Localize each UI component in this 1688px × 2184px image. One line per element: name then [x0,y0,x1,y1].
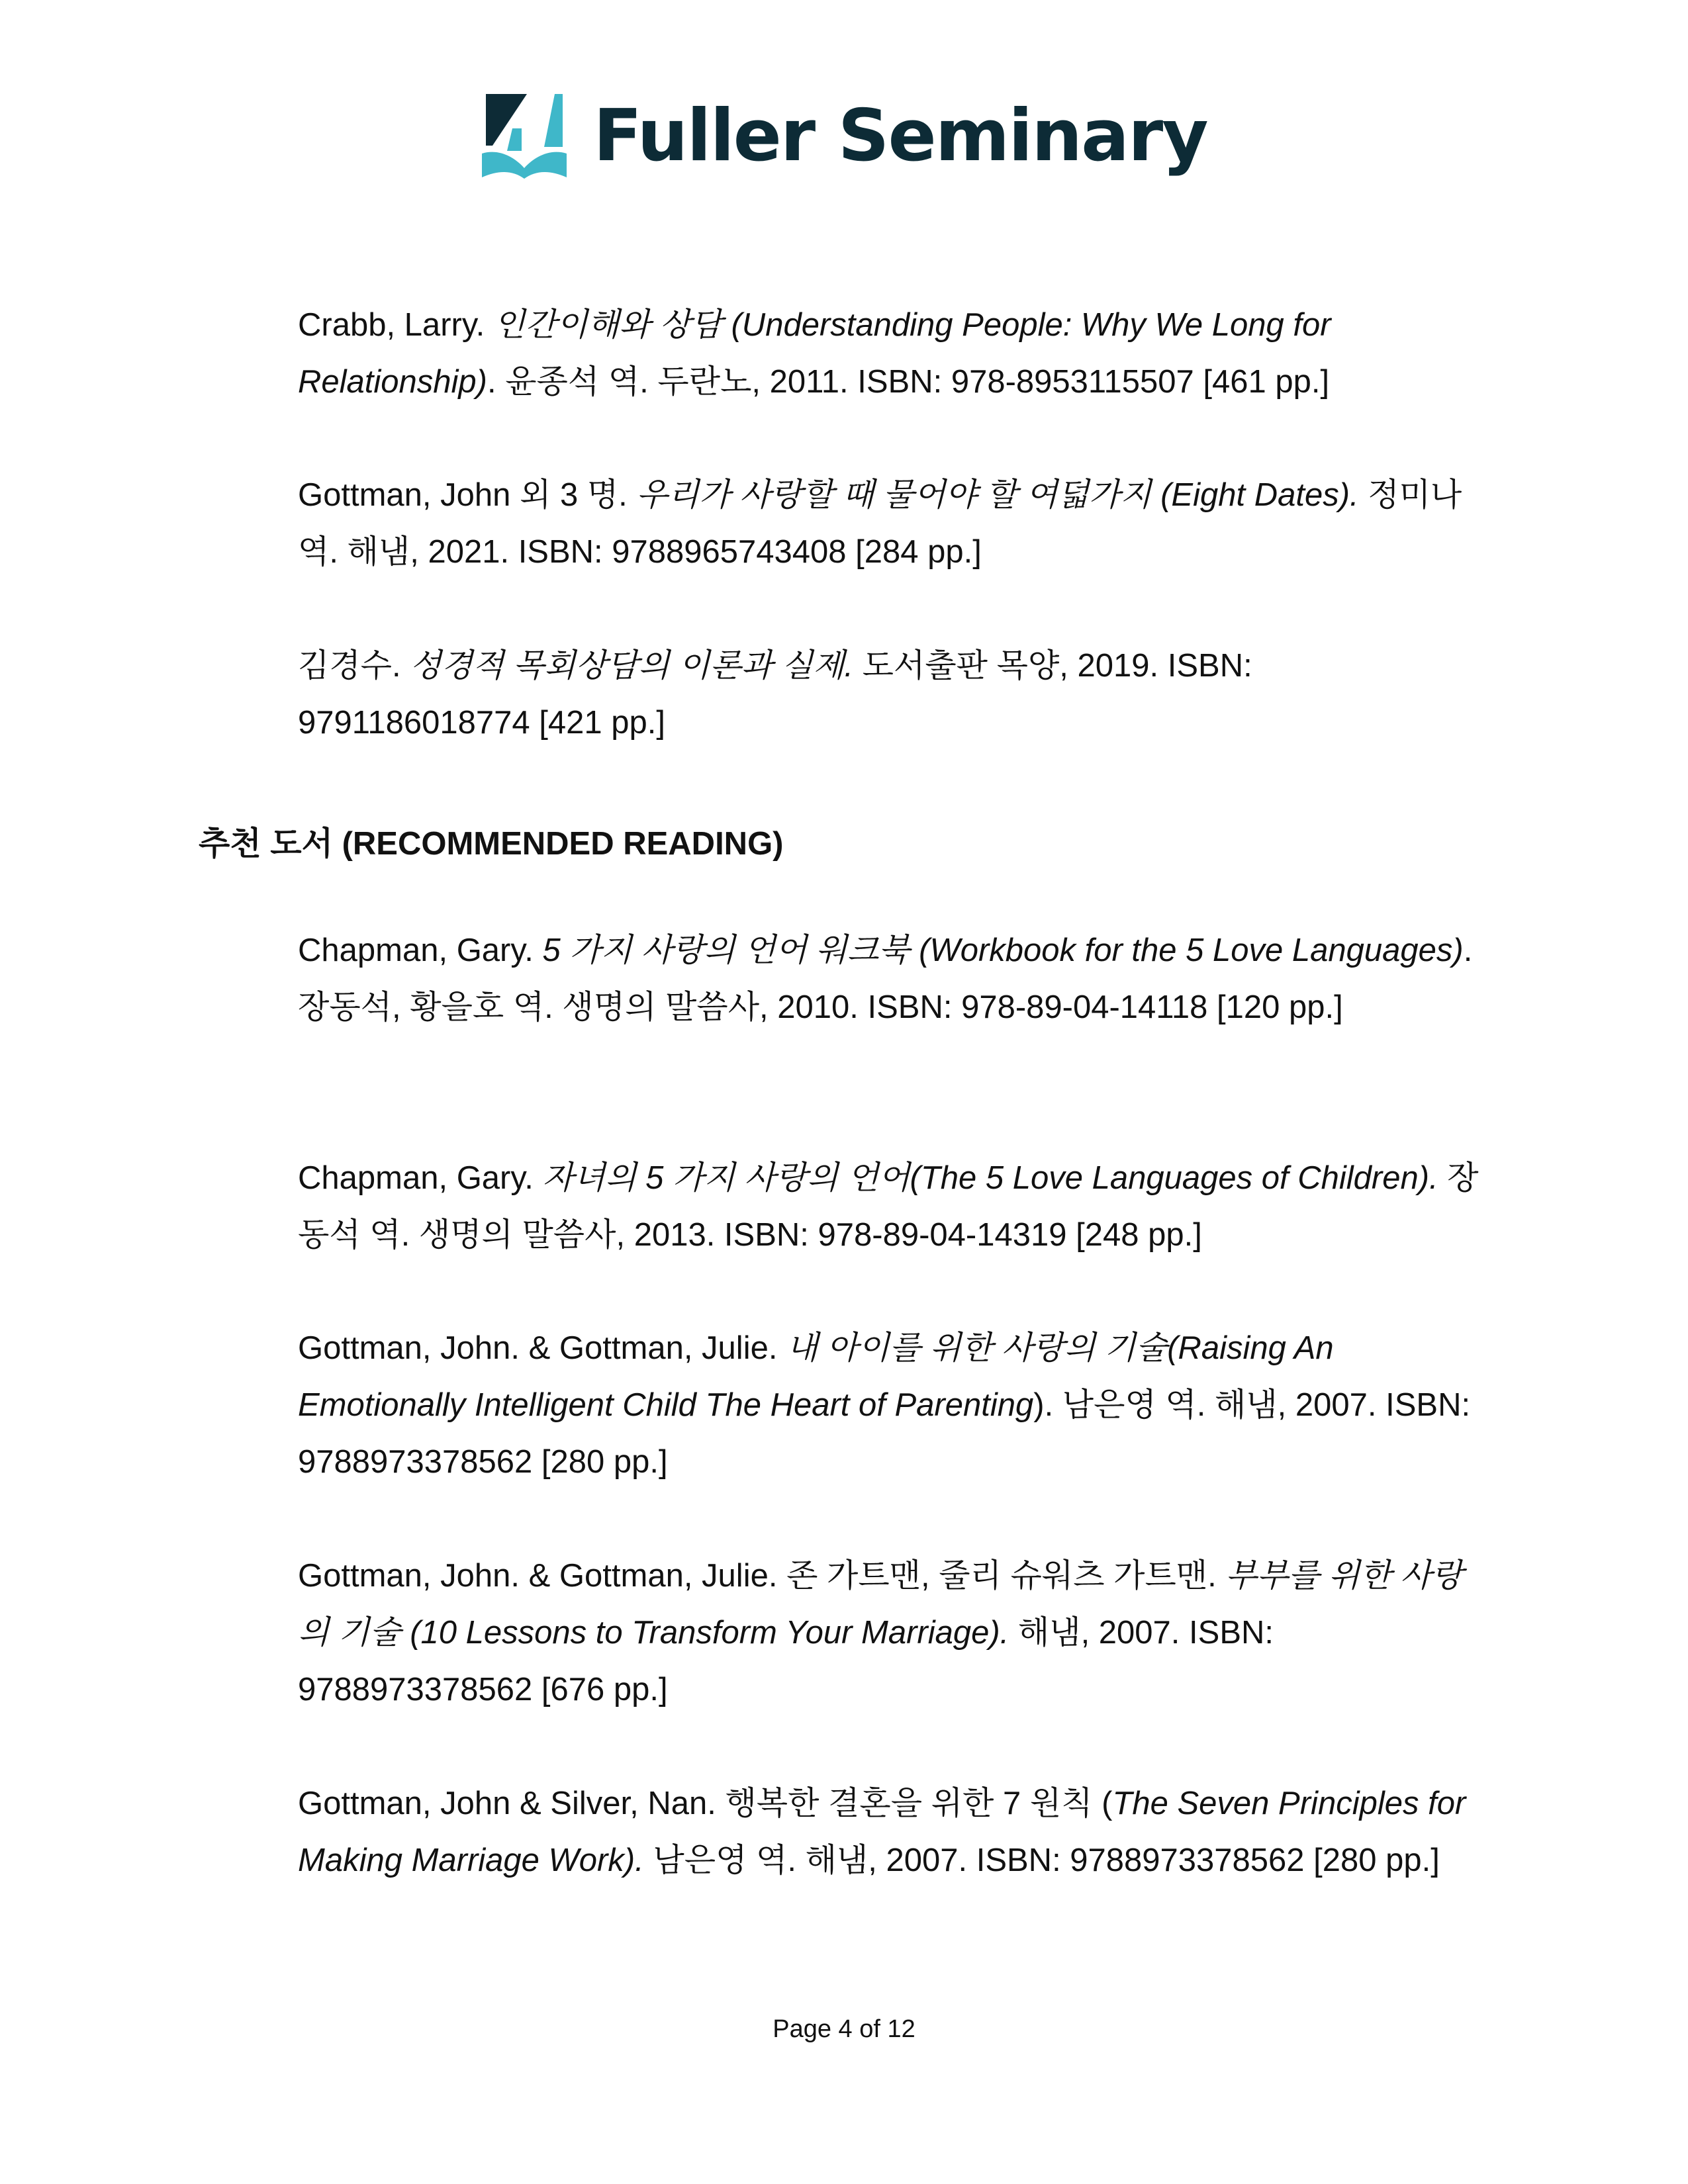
entry-details: 해냄, 2007. ISBN: 9788973378562 [676 pp.] [298,1615,1274,1707]
entry-author: Gottman, John. & Gottman, Julie. [298,1330,787,1366]
entry-author: Gottman, John & Silver, Nan. 행복한 결혼을 위한 7 원칙 ( [298,1786,1113,1821]
entry-title: 5 가지 사랑의 언어 워크북 (Workbook for the 5 Love Languages) [542,933,1464,968]
entry-author: Gottman, John. & Gottman, Julie. 존 가트맨, 줄리 슈워츠 가트맨. [298,1558,1226,1594]
entry-details: . 장동석, 황을호 역. 생명의 말씀사, 2010. ISBN: 978-89-04-14118 [120 pp.] [298,933,1473,1025]
entry-title: The Seven Principles for Making Marriage Work). [298,1786,1466,1878]
entry-author: 김경수. [298,648,410,684]
entry-title: 인간이해와 상담 (Understanding People: Why We Long for Relationship) [298,307,1331,400]
bibliography-entry [298,1547,1489,1718]
entry-title: 성경적 목회상담의 이론과 실제. [410,648,854,684]
entry-title: 자녀의 5 가지 사랑의 언어(The 5 Love Languages of Children). [542,1160,1438,1196]
entry-details: ). 남은영 역. 해냄, 2007. ISBN: 9788973378562 [280 pp.] [298,1387,1471,1480]
logo-text: Fuller Seminary [593,95,1207,177]
section-heading: 추천 도서 (RECOMMENDED READING) [199,826,784,862]
entry-author: Chapman, Gary. [298,933,543,968]
entry-title: 우리가 사랑할 때 물어야 할 여덟가지 (Eight Dates). [636,477,1359,513]
entry-details: 장동석 역. 생명의 말씀사, 2013. ISBN: 978-89-04-14319 [248 pp.] [298,1160,1479,1253]
bibliography-entry [298,467,1489,580]
entry-author: Crabb, Larry. [298,307,494,343]
entry-author: Gottman, John 외 3 명. [298,477,637,513]
entry-details: . 윤종석 역. 두란노, 2011. ISBN: 978-8953115507 [461 pp.] [487,364,1330,400]
page-number: Page 4 of 12 [773,2015,915,2043]
fuller-logo [0,93,1688,180]
entry-details: 남은영 역. 해냄, 2007. ISBN: 9788973378562 [280 pp.] [643,1843,1440,1878]
bibliography-entry [298,637,1489,751]
entry-details: 정미나 역. 해냄, 2021. ISBN: 9788965743408 [284 pp.] [298,477,1462,570]
bibliography-entry [298,922,1489,1036]
bibliography-entry [298,1775,1489,1889]
book-logo-icon [481,93,568,180]
entry-details: 도서출판 목양, 2019. ISBN: 9791186018774 [421 pp.] [298,648,1252,741]
entry-author: Chapman, Gary. [298,1160,543,1196]
entry-title: 내 아이를 위한 사랑의 기술(Raising An Emotionally Intelligent Child The Heart of Parenting [298,1330,1334,1423]
entry-title: 부부를 위한 사랑의 기술 (10 Lessons to Transform Your Marriage). [298,1558,1463,1651]
bibliography-entry [298,296,1489,410]
bibliography-entry [298,1150,1489,1263]
bibliography-entry [298,1320,1489,1490]
